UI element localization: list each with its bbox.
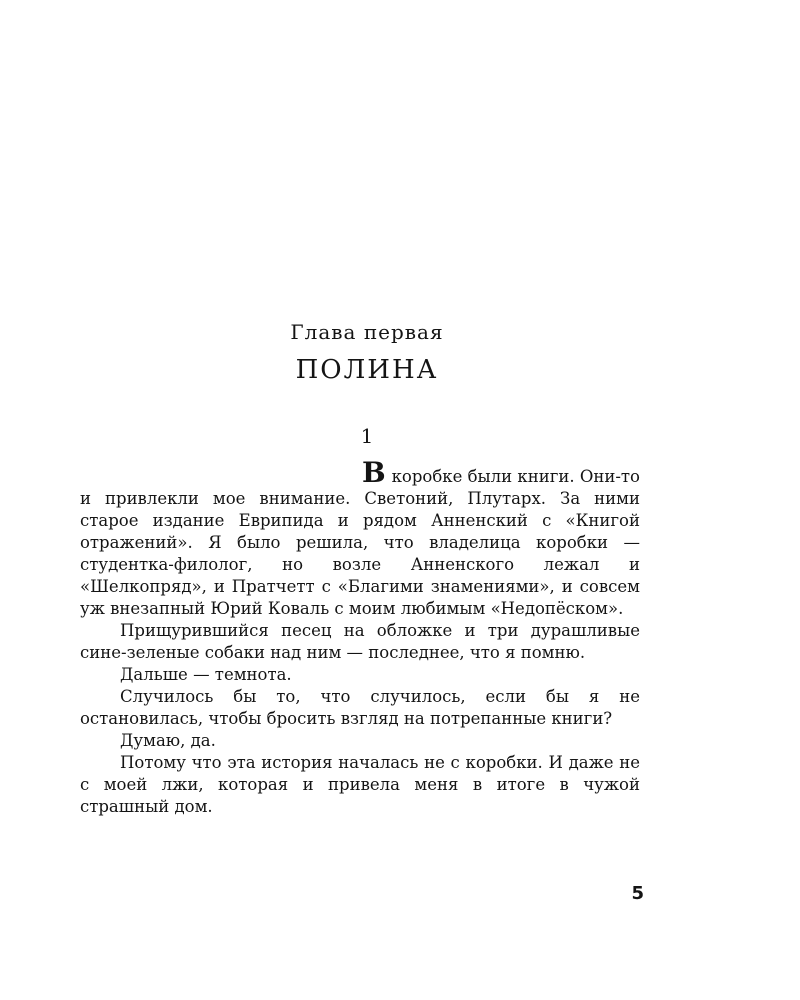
- initial-letter: В: [361, 456, 386, 489]
- paragraph-1-opening: коробке были книги. Они-то: [391, 467, 640, 486]
- paragraph-4: Случилось бы то, что случилось, если бы я не остановилась, чтобы бросить взгляд на потрепанные книги?: [80, 687, 640, 728]
- page-number: 5: [631, 883, 644, 904]
- paragraph-3: Дальше — темнота.: [120, 665, 292, 684]
- paragraph-1-text: и привлекли мое внимание. Светоний, Плутарх. За ними старое издание Еврипида и рядом Анненский с «Книгой отражений». Я было решила, что владелица коробки — студентка-филолог, но возле Анненского лежал и «Шелкопряд», и Пратчетт с «Благими знамениями», и совсем уж внезапный Юрий Коваль с моим любимым «Недопёском».: [80, 489, 640, 618]
- chapter-label: Глава первая: [290, 320, 444, 344]
- body-text: [80, 456, 640, 818]
- paragraph-1-first-line: [80, 456, 640, 489]
- paragraph-5: Думаю, да.: [120, 731, 216, 750]
- paragraph-1: [80, 456, 640, 620]
- section-number: 1: [360, 424, 374, 448]
- paragraph-2: Прищурившийся песец на обложке и три дурашливые сине-зеленые собаки над ним — последнее, что я помню.: [80, 621, 640, 662]
- paragraph-6: Потому что эта история началась не с коробки. И даже не с моей лжи, которая и привела меня в итоге в чужой страшный дом.: [80, 753, 640, 816]
- chapter-title: ПОЛИНА: [295, 355, 439, 385]
